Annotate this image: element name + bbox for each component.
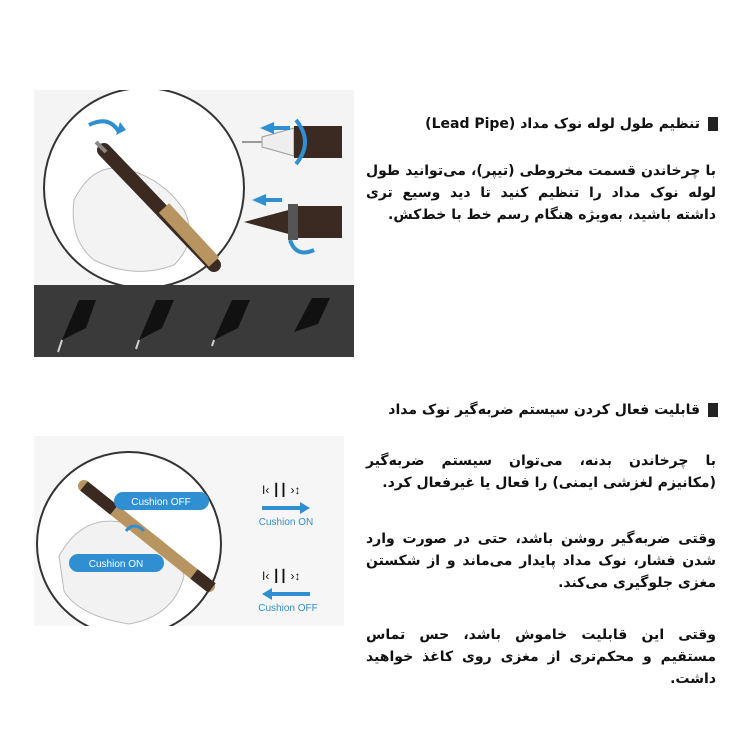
section2-heading-text: قابلیت فعال کردن سیستم ضربه‌گیر نوک مداد xyxy=(388,402,700,418)
section1-heading-text: تنظیم طول لوله نوک مداد (Lead Pipe) xyxy=(425,116,700,132)
svg-text:I‹ ┃┃ ›↕: I‹ ┃┃ ›↕ xyxy=(262,569,301,583)
section2-heading xyxy=(338,402,718,418)
heading-bullet-icon xyxy=(708,403,718,417)
hand-pencil-circle xyxy=(44,90,244,288)
pipe-length-strip xyxy=(34,285,354,357)
lead-pipe-figure xyxy=(34,90,354,360)
section1-heading xyxy=(388,116,718,132)
cushion-figure xyxy=(34,436,344,626)
cushion-on-side-label: Cushion ON xyxy=(258,517,314,528)
cushion-off-pill-label: Cushion OFF xyxy=(131,497,191,508)
svg-text:I‹ ┃┃ ›↕: I‹ ┃┃ ›↕ xyxy=(262,483,301,497)
cushion-on-pill-label: Cushion ON xyxy=(88,559,144,570)
section2-paragraph1: با چرخاندن بدنه، می‌توان سیستم ضربه‌گیر (مکانیزم لغزشی ایمنی) را فعال یا غیرفعال کرد. xyxy=(366,453,716,491)
cushion-off-side-label: Cushion OFF xyxy=(258,603,318,614)
section1-paragraph: با چرخاندن قسمت مخروطی (تیپر)، می‌توانید طول لوله نوک مداد را تنظیم کنید تا دید وسیع تری داشته باشید، به‌ویژه هنگام رسم خط با خط‌کش. xyxy=(366,163,716,223)
section2-paragraph3: وقتی این قابلیت خاموش باشد، حس تماس مستقیم و محکم‌تری از مغزی روی کاغذ خواهید داشت. xyxy=(366,627,716,687)
hand-pencil-circle-2 xyxy=(37,452,221,626)
heading-bullet-icon xyxy=(708,117,718,131)
section2-paragraph2: وقتی ضربه‌گیر روشن باشد، حتی در صورت وارد شدن فشار، نوک مداد پایدار می‌ماند و از شکستن مغزی جلوگیری می‌کند. xyxy=(366,531,716,591)
